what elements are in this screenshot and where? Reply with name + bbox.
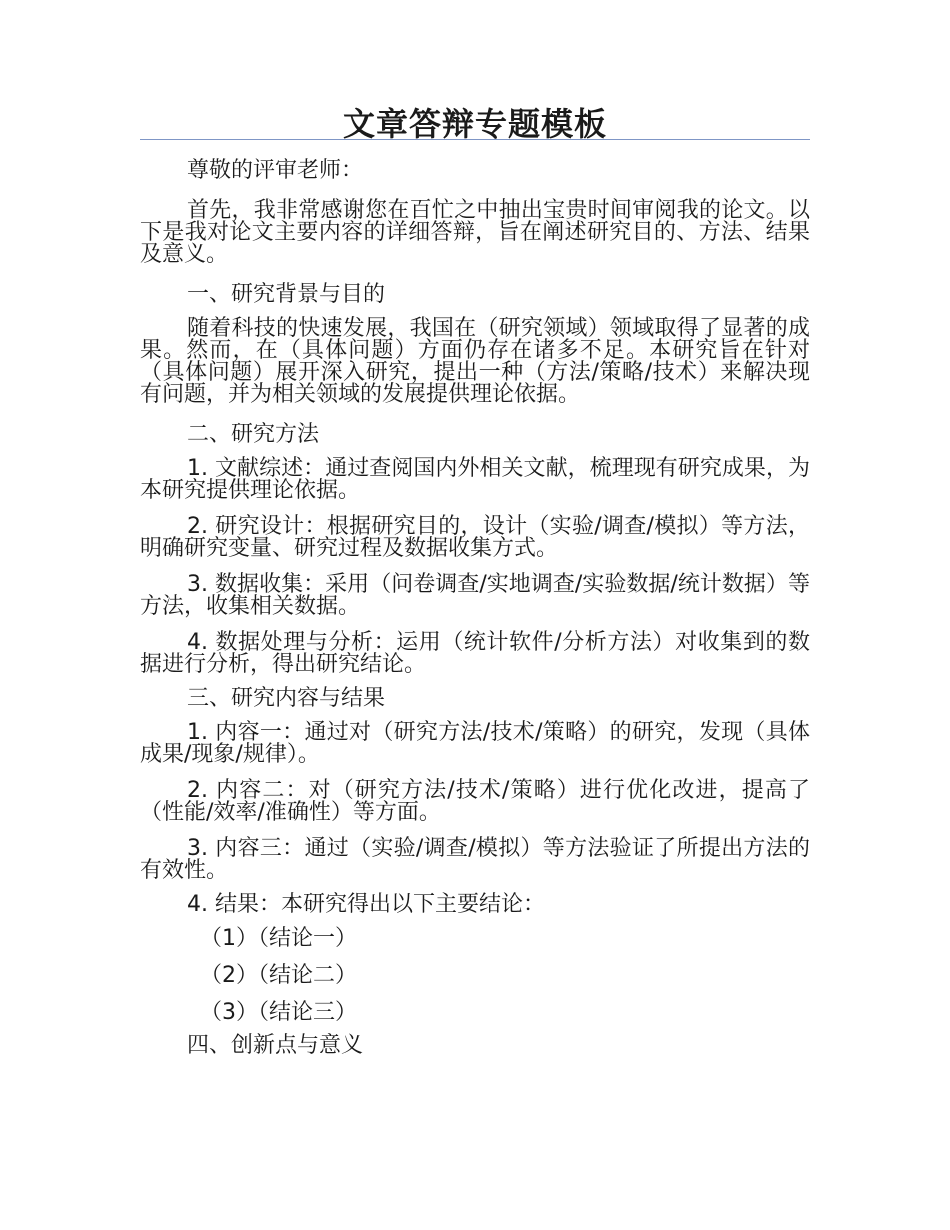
document-title: 文章答辩专题模板 [342,105,607,143]
section-heading-background: 一、研究背景与目的 [187,282,386,307]
salutation: 尊敬的评审老师： [187,158,364,183]
document-body [140,156,810,1061]
conclusion-item-2: （2）（结论二） [200,963,357,988]
conclusion-item-1: （1）（结论一） [200,926,357,951]
conclusion-item-3: （3）（结论三） [200,1000,357,1025]
content-item-3: 3. 内容三：通过（实验/调查/模拟）等方法验证了所提出方法的有效性。 [140,836,810,883]
content-item-1: 1. 内容一：通过对（研究方法/技术/策略）的研究，发现（具体成果/现象/规律）。 [140,720,810,767]
title-underline [140,139,810,140]
method-item-4: 4. 数据处理与分析：运用（统计软件/分析方法）对收集到的数据进行分析，得出研究结论。 [140,630,810,677]
intro-paragraph: 首先，我非常感谢您在百忙之中抽出宝贵时间审阅我的论文。以下是我对论文主要内容的详细答辩，旨在阐述研究目的、方法、结果及意义。 [140,198,810,267]
method-item-1: 1. 文献综述：通过查阅国内外相关文献，梳理现有研究成果，为本研究提供理论依据。 [140,456,810,503]
results-intro: 4. 结果：本研究得出以下主要结论： [187,892,545,917]
background-paragraph: 随着科技的快速发展，我国在（研究领域）领域取得了显著的成果。然而，在（具体问题）方面仍存在诸多不足。本研究旨在针对（具体问题）展开深入研究，提出一种（方法/策略/技术）来解决现有问题，并为相关领域的发展提供理论依据。 [140,316,810,407]
section-heading-results: 三、研究内容与结果 [187,686,386,711]
section-heading-methods: 二、研究方法 [187,422,320,447]
conclusion-list [140,920,810,1031]
method-item-2: 2. 研究设计：根据研究目的，设计（实验/调查/模拟）等方法，明确研究变量、研究过程及数据收集方式。 [140,514,810,561]
method-item-3: 3. 数据收集：采用（问卷调查/实地调查/实验数据/统计数据）等方法，收集相关数据。 [140,572,810,619]
section-heading-innovation: 四、创新点与意义 [187,1033,364,1058]
content-item-2: 2. 内容二：对（研究方法/技术/策略）进行优化改进，提高了（性能/效率/准确性）等方面。 [140,778,810,825]
